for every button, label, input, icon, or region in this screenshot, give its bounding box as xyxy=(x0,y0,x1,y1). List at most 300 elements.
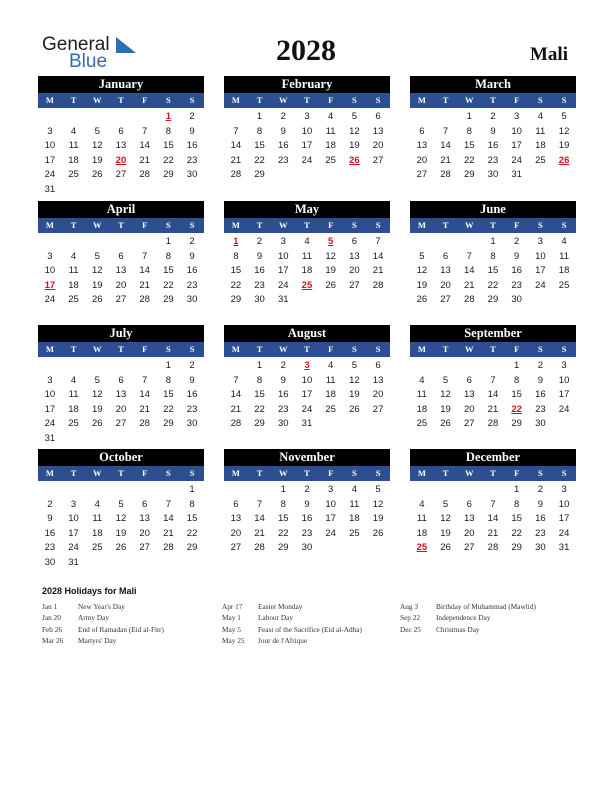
day-cell: 9 xyxy=(514,250,520,262)
day-cell: 1 xyxy=(490,236,496,247)
weekday-label: S xyxy=(352,344,357,354)
weekday-header xyxy=(224,466,390,481)
day-cell: 19 xyxy=(91,403,103,415)
day-cell: 4 xyxy=(328,360,334,371)
day-cell: 7 xyxy=(442,125,449,137)
weekday-label: M xyxy=(417,344,426,354)
day-cell: 8 xyxy=(280,498,286,510)
month-name: March xyxy=(410,76,576,93)
day-cell: 15 xyxy=(511,513,522,525)
day-cell: 12 xyxy=(115,513,127,525)
day-cell: 24 xyxy=(68,542,79,554)
day-cell: 1 xyxy=(189,484,195,495)
day-cell: 23 xyxy=(535,403,546,415)
day-cell: 14 xyxy=(487,513,499,525)
day-cell: 5 xyxy=(94,250,100,262)
holiday-date: Mar 26 xyxy=(42,635,64,645)
day-cell: 4 xyxy=(70,125,77,137)
day-cell: 14 xyxy=(440,140,451,152)
day-cell: 29 xyxy=(511,542,522,554)
day-cell: 29 xyxy=(254,169,265,181)
day-cell: 4 xyxy=(537,111,544,122)
month-name: February xyxy=(224,76,390,93)
day-cell: 8 xyxy=(165,374,172,386)
day-cell: 21 xyxy=(463,279,475,291)
weekday-label: M xyxy=(45,344,54,354)
day-grid xyxy=(224,359,390,432)
day-grid xyxy=(224,483,390,556)
holiday-row xyxy=(222,601,362,612)
day-cell: 18 xyxy=(301,265,313,277)
day-grid xyxy=(410,110,576,183)
day-cell: 11 xyxy=(349,498,360,510)
day-cell: 3 xyxy=(304,111,310,122)
day-cell: 12 xyxy=(91,265,103,277)
holiday-date: Aug 3 xyxy=(400,602,419,611)
day-cell: 12 xyxy=(416,265,428,277)
day-cell: 21 xyxy=(487,527,499,539)
day-cell: 27 xyxy=(115,418,127,430)
day-cell: 1 xyxy=(280,484,286,495)
day-cell: 13 xyxy=(139,513,150,525)
day-cell: 14 xyxy=(254,513,265,525)
weekday-label: F xyxy=(142,95,148,105)
day-cell: 17 xyxy=(535,265,546,277)
month-december xyxy=(410,449,576,556)
day-cell: 18 xyxy=(68,279,79,291)
day-cell: 23 xyxy=(44,542,56,554)
country-title: Mali xyxy=(530,44,568,65)
day-cell: 14 xyxy=(487,389,499,401)
day-cell: 10 xyxy=(301,374,313,386)
day-cell: 19 xyxy=(558,140,570,152)
empty-cell xyxy=(38,359,62,374)
weekday-label: M xyxy=(417,220,426,230)
weekday-label: F xyxy=(514,220,520,230)
empty-cell xyxy=(133,235,157,250)
day-cell: 4 xyxy=(561,236,567,247)
day-cell: 11 xyxy=(68,140,79,152)
day-cell: 9 xyxy=(304,498,310,510)
day-cell: 2 xyxy=(280,360,286,371)
day-cell: 13 xyxy=(463,513,475,525)
weekday-label: S xyxy=(352,95,357,105)
holiday-row xyxy=(400,624,536,635)
day-cell: 20 xyxy=(230,527,242,539)
day-cell: 30 xyxy=(277,418,289,430)
day-cell: 30 xyxy=(511,294,522,306)
day-cell: 11 xyxy=(325,374,336,386)
day-cell: 7 xyxy=(142,374,148,386)
day-cell: 21 xyxy=(163,527,174,539)
day-cell: 15 xyxy=(163,140,174,152)
weekday-label: T xyxy=(442,95,449,105)
day-cell: 15 xyxy=(163,265,174,277)
holiday-column xyxy=(222,601,362,646)
empty-cell xyxy=(457,483,481,498)
weekday-label: M xyxy=(45,95,54,105)
day-cell: 25 xyxy=(349,527,360,539)
day-cell: 27 xyxy=(372,403,384,415)
day-cell: 16 xyxy=(254,265,265,277)
day-cell: 2 xyxy=(490,111,496,122)
day-cell: 18 xyxy=(325,389,336,401)
day-cell: 30 xyxy=(487,169,499,181)
weekday-label: F xyxy=(328,220,334,230)
day-cell: 5 xyxy=(419,250,425,262)
empty-cell xyxy=(62,110,86,125)
weekday-label: S xyxy=(561,95,567,105)
day-cell: 22 xyxy=(163,403,174,415)
day-cell: 2 xyxy=(189,111,195,122)
holiday-day-cell: 1 xyxy=(165,111,172,122)
day-cell: 19 xyxy=(440,403,451,415)
day-cell: 3 xyxy=(514,111,520,122)
day-cell: 3 xyxy=(47,125,53,137)
weekday-label: F xyxy=(142,220,148,230)
weekday-header xyxy=(38,93,204,108)
day-cell: 28 xyxy=(463,294,475,306)
weekday-label: W xyxy=(279,468,288,478)
day-cell: 16 xyxy=(186,265,198,277)
weekday-label: M xyxy=(417,468,426,478)
day-cell: 5 xyxy=(351,360,358,371)
day-cell: 13 xyxy=(230,513,242,525)
holiday-name: Christmas Day xyxy=(436,624,480,634)
day-cell: 18 xyxy=(535,140,546,152)
day-cell: 1 xyxy=(165,236,172,247)
weekday-header xyxy=(410,466,576,481)
day-cell: 20 xyxy=(349,265,360,277)
holiday-day-cell: 5 xyxy=(328,236,334,247)
day-cell: 24 xyxy=(535,279,546,291)
day-cell: 12 xyxy=(558,125,570,137)
day-cell: 23 xyxy=(186,279,198,291)
empty-cell xyxy=(62,359,86,374)
weekday-label: W xyxy=(279,220,288,230)
day-cell: 26 xyxy=(115,542,127,554)
day-cell: 23 xyxy=(186,403,198,415)
empty-cell xyxy=(85,110,109,125)
day-cell: 12 xyxy=(349,125,360,137)
day-cell: 12 xyxy=(372,498,384,510)
day-cell: 28 xyxy=(440,169,451,181)
weekday-label: T xyxy=(70,468,77,478)
weekday-header xyxy=(38,218,204,233)
day-cell: 22 xyxy=(230,279,242,291)
day-cell: 22 xyxy=(463,154,475,166)
day-cell: 7 xyxy=(142,125,148,137)
day-cell: 20 xyxy=(115,279,127,291)
weekday-label: W xyxy=(465,344,474,354)
day-cell: 9 xyxy=(280,125,286,137)
day-cell: 24 xyxy=(277,279,289,291)
weekday-label: M xyxy=(231,468,240,478)
day-cell: 19 xyxy=(91,154,103,166)
month-name: October xyxy=(38,449,204,466)
day-cell: 11 xyxy=(92,513,103,525)
day-grid xyxy=(38,359,204,447)
holiday-day-cell: 20 xyxy=(115,154,127,166)
day-cell: 16 xyxy=(487,140,499,152)
day-cell: 30 xyxy=(186,294,198,306)
logo-blue-text: Blue xyxy=(69,51,108,72)
holiday-name: Labour Day xyxy=(258,613,294,623)
day-cell: 21 xyxy=(230,403,242,415)
day-cell: 4 xyxy=(419,374,425,386)
holiday-date: Jan 20 xyxy=(42,613,61,623)
weekday-label: S xyxy=(166,220,171,230)
day-cell: 6 xyxy=(466,498,472,510)
empty-cell xyxy=(434,359,458,374)
day-cell: 26 xyxy=(91,294,103,306)
day-cell: 12 xyxy=(325,250,336,262)
day-cell: 29 xyxy=(463,169,475,181)
day-cell: 18 xyxy=(68,403,79,415)
empty-cell xyxy=(410,483,434,498)
month-june xyxy=(410,201,576,308)
day-cell: 28 xyxy=(139,169,150,181)
empty-cell xyxy=(224,483,248,498)
day-cell: 19 xyxy=(91,279,103,291)
holiday-row xyxy=(222,635,362,646)
day-cell: 30 xyxy=(535,418,546,430)
day-cell: 24 xyxy=(44,169,56,181)
day-cell: 15 xyxy=(511,389,522,401)
day-cell: 18 xyxy=(416,403,428,415)
weekday-label: T xyxy=(256,468,263,478)
weekday-label: S xyxy=(538,95,543,105)
day-cell: 9 xyxy=(490,125,496,137)
weekday-label: F xyxy=(514,468,520,478)
empty-cell xyxy=(62,235,86,250)
day-cell: 23 xyxy=(254,279,265,291)
day-cell: 6 xyxy=(118,250,124,262)
day-cell: 20 xyxy=(139,527,150,539)
day-grid xyxy=(38,110,204,198)
weekday-label: F xyxy=(328,468,334,478)
weekday-label: T xyxy=(442,468,449,478)
holiday-date: May 25 xyxy=(222,635,245,645)
day-cell: 14 xyxy=(230,140,242,152)
day-cell: 6 xyxy=(142,498,148,510)
day-cell: 1 xyxy=(256,111,263,122)
day-cell: 28 xyxy=(487,418,499,430)
day-cell: 2 xyxy=(256,236,263,247)
weekday-label: T xyxy=(304,95,310,105)
weekday-label: F xyxy=(328,95,334,105)
day-cell: 21 xyxy=(254,527,265,539)
empty-cell xyxy=(62,483,86,498)
day-cell: 31 xyxy=(44,183,56,195)
day-cell: 7 xyxy=(233,125,239,137)
day-cell: 16 xyxy=(186,140,198,152)
holiday-date: Apr 17 xyxy=(222,602,243,611)
day-cell: 5 xyxy=(94,374,100,386)
day-cell: 27 xyxy=(416,169,428,181)
day-cell: 11 xyxy=(559,250,569,262)
weekday-label: T xyxy=(70,220,77,230)
day-cell: 1 xyxy=(514,360,520,371)
day-cell: 18 xyxy=(325,140,336,152)
holiday-day-cell: 25 xyxy=(416,542,428,554)
day-cell: 1 xyxy=(256,360,263,371)
month-october xyxy=(38,449,204,571)
weekday-header xyxy=(224,218,390,233)
day-cell: 26 xyxy=(372,527,384,539)
day-cell: 29 xyxy=(163,294,174,306)
day-cell: 5 xyxy=(442,374,449,386)
weekday-header xyxy=(38,342,204,357)
weekday-label: S xyxy=(538,468,543,478)
day-cell: 10 xyxy=(325,498,336,510)
day-grid xyxy=(410,483,576,556)
day-cell: 10 xyxy=(535,250,546,262)
day-cell: 16 xyxy=(535,513,546,525)
day-cell: 6 xyxy=(118,374,124,386)
weekday-label: W xyxy=(465,95,474,105)
holiday-row xyxy=(42,601,164,612)
day-cell: 9 xyxy=(280,374,286,386)
day-cell: 25 xyxy=(325,403,336,415)
day-cell: 27 xyxy=(463,542,475,554)
day-cell: 13 xyxy=(115,265,127,277)
weekday-label: M xyxy=(45,468,54,478)
empty-cell xyxy=(434,235,458,250)
day-cell: 21 xyxy=(230,154,242,166)
day-cell: 13 xyxy=(115,140,127,152)
day-cell: 15 xyxy=(487,265,499,277)
day-cell: 29 xyxy=(230,294,242,306)
day-cell: 19 xyxy=(416,279,428,291)
day-cell: 18 xyxy=(558,265,570,277)
month-name: December xyxy=(410,449,576,466)
day-cell: 3 xyxy=(280,236,286,247)
month-name: September xyxy=(410,325,576,342)
day-cell: 8 xyxy=(189,498,195,510)
holiday-name: Birthday of Muhammad (Mawlid) xyxy=(436,602,536,611)
holiday-day-cell: 1 xyxy=(233,236,239,247)
day-grid xyxy=(410,235,576,308)
day-grid xyxy=(224,235,390,308)
day-cell: 23 xyxy=(511,279,522,291)
day-cell: 30 xyxy=(301,542,313,554)
month-march xyxy=(410,76,576,183)
weekday-header xyxy=(410,93,576,108)
day-cell: 23 xyxy=(277,154,289,166)
day-cell: 2 xyxy=(47,498,53,510)
day-cell: 26 xyxy=(91,169,103,181)
weekday-label: S xyxy=(375,95,381,105)
day-cell: 17 xyxy=(511,140,522,152)
weekday-label: W xyxy=(93,220,102,230)
empty-cell xyxy=(133,359,157,374)
day-cell: 7 xyxy=(233,374,239,386)
day-cell: 19 xyxy=(372,513,384,525)
holiday-name: Jour de l'Afrique xyxy=(258,635,308,645)
day-cell: 18 xyxy=(349,513,360,525)
holiday-day-cell: 26 xyxy=(558,154,570,166)
day-cell: 26 xyxy=(416,294,428,306)
day-cell: 16 xyxy=(277,389,289,401)
day-cell: 4 xyxy=(94,498,100,510)
day-cell: 19 xyxy=(115,527,127,539)
weekday-label: T xyxy=(490,220,496,230)
empty-cell xyxy=(38,235,62,250)
day-cell: 2 xyxy=(537,484,544,495)
day-cell: 1 xyxy=(165,360,172,371)
weekday-header xyxy=(224,342,390,357)
day-cell: 21 xyxy=(139,154,150,166)
empty-cell xyxy=(109,235,133,250)
day-cell: 3 xyxy=(537,236,544,247)
day-cell: 22 xyxy=(254,154,265,166)
empty-cell xyxy=(457,235,481,250)
day-cell: 24 xyxy=(558,527,570,539)
day-cell: 4 xyxy=(328,111,334,122)
day-cell: 9 xyxy=(189,125,195,137)
weekday-label: T xyxy=(256,95,263,105)
holiday-row xyxy=(42,635,164,646)
day-cell: 30 xyxy=(535,542,546,554)
weekday-label: F xyxy=(328,344,334,354)
holiday-name: New Year's Day xyxy=(78,602,125,611)
weekday-label: S xyxy=(166,468,171,478)
day-cell: 17 xyxy=(44,403,56,415)
weekday-label: T xyxy=(304,344,310,354)
weekday-label: T xyxy=(118,95,124,105)
day-cell: 3 xyxy=(47,250,53,262)
day-cell: 2 xyxy=(189,360,195,371)
day-cell: 24 xyxy=(44,418,56,430)
weekday-label: S xyxy=(375,220,381,230)
day-cell: 7 xyxy=(142,250,148,262)
day-cell: 15 xyxy=(277,513,289,525)
day-cell: 16 xyxy=(44,527,56,539)
day-cell: 31 xyxy=(558,542,570,554)
weekday-header xyxy=(224,93,390,108)
day-cell: 17 xyxy=(277,265,289,277)
day-cell: 20 xyxy=(463,403,475,415)
month-august xyxy=(224,325,390,432)
empty-cell xyxy=(85,359,109,374)
day-cell: 1 xyxy=(466,111,472,122)
day-cell: 27 xyxy=(230,542,242,554)
holiday-row xyxy=(222,612,362,623)
day-cell: 27 xyxy=(115,169,127,181)
day-cell: 3 xyxy=(47,374,53,386)
month-name: November xyxy=(224,449,390,466)
weekday-label: M xyxy=(231,95,240,105)
month-name: June xyxy=(410,201,576,218)
weekday-label: S xyxy=(166,344,171,354)
weekday-label: S xyxy=(538,344,543,354)
day-cell: 8 xyxy=(514,498,520,510)
empty-cell xyxy=(224,110,248,125)
day-cell: 26 xyxy=(325,279,336,291)
day-cell: 25 xyxy=(91,542,103,554)
day-cell: 29 xyxy=(254,418,265,430)
weekday-label: T xyxy=(256,220,263,230)
holiday-date: May 5 xyxy=(222,624,241,634)
holiday-name: Feast of the Sacrifice (Eid al-Adha) xyxy=(258,624,362,634)
day-cell: 8 xyxy=(233,250,239,262)
weekday-label: W xyxy=(93,344,102,354)
day-cell: 7 xyxy=(165,498,172,510)
weekday-header xyxy=(38,466,204,481)
day-grid xyxy=(224,110,390,183)
empty-cell xyxy=(85,235,109,250)
